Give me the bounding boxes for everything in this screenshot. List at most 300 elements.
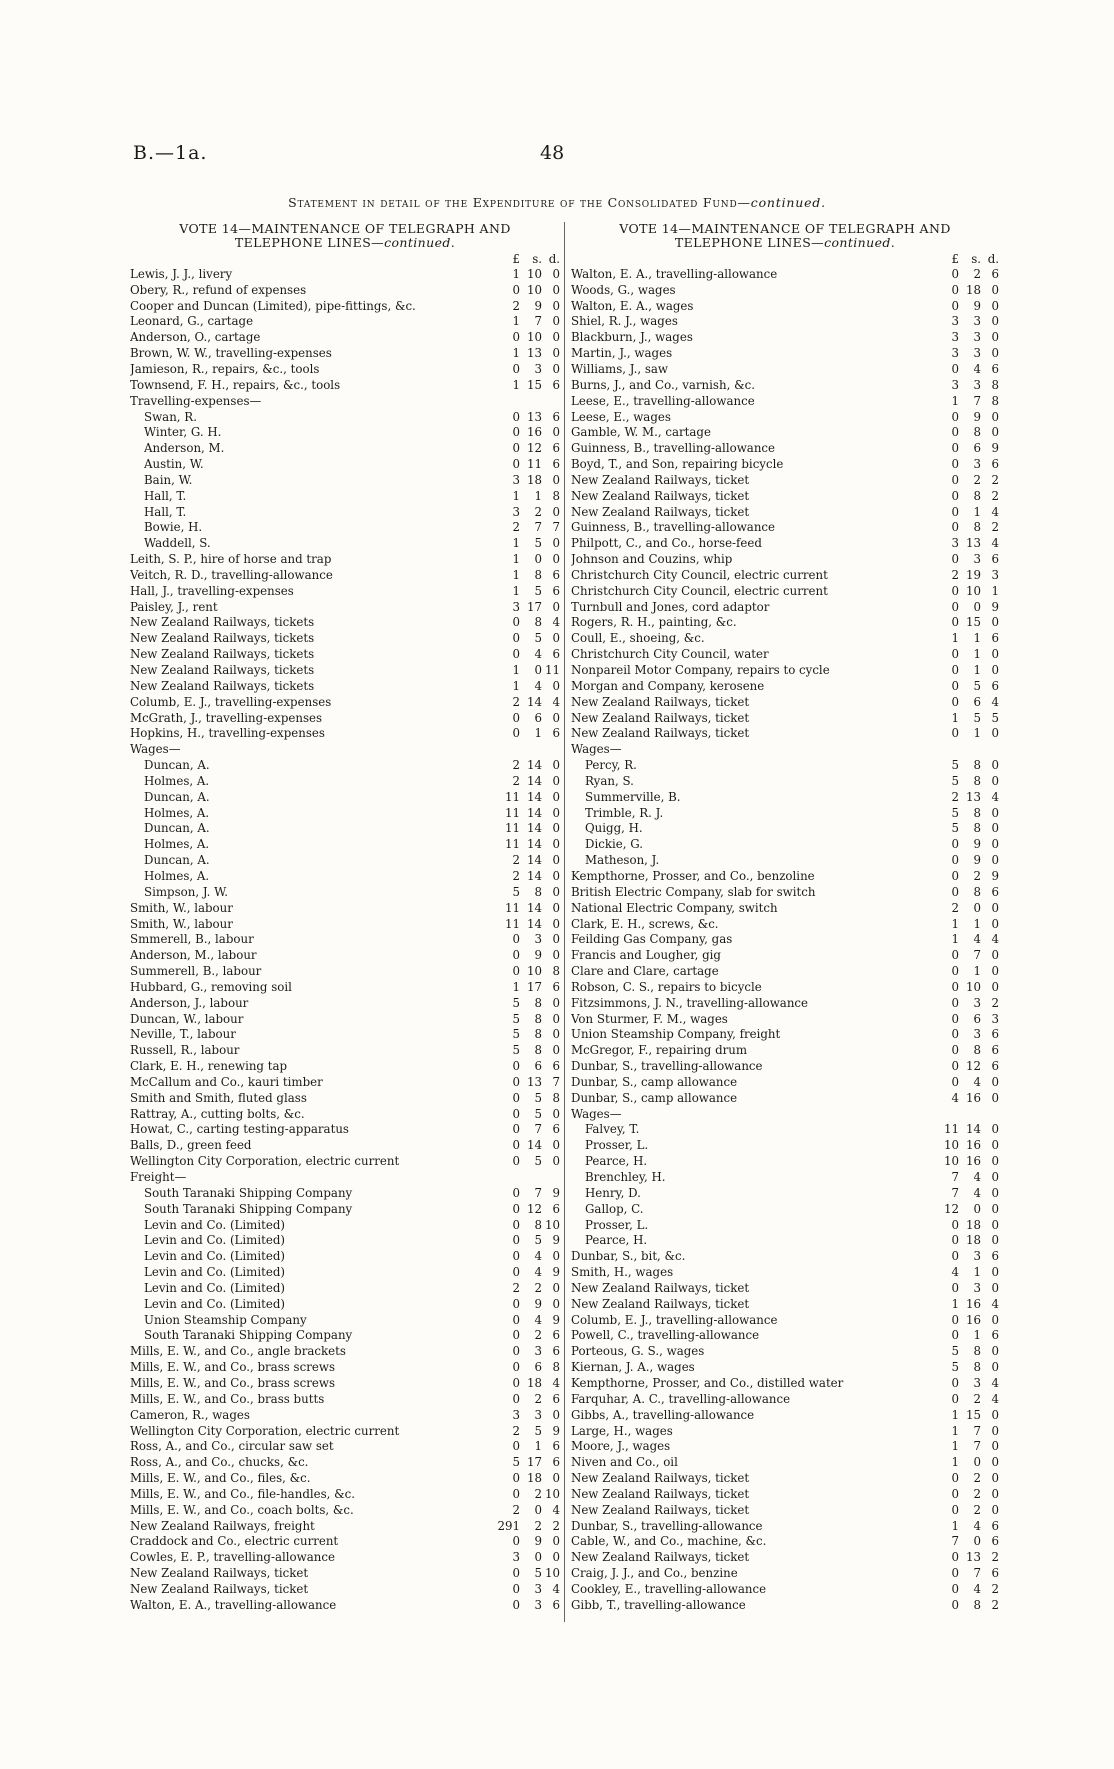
entry-pounds: 1 <box>512 678 520 693</box>
entry-pounds: 3 <box>951 314 959 329</box>
entry-description: Anderson, O., cartage <box>130 330 261 345</box>
table-row <box>571 298 999 314</box>
entry-shillings: 15 <box>526 377 542 392</box>
entry-shillings: 7 <box>534 314 542 329</box>
entry-shillings: 14 <box>526 789 542 804</box>
table-row <box>571 836 999 852</box>
entry-shillings: 1 <box>534 726 542 741</box>
entry-pence: 0 <box>552 298 560 313</box>
entry-shillings: 3 <box>973 995 981 1010</box>
entry-shillings: 4 <box>534 1249 542 1264</box>
entry-pence: 6 <box>552 441 560 456</box>
entry-shillings: 15 <box>965 1407 981 1422</box>
table-row <box>571 852 999 868</box>
entry-pounds: 5 <box>951 805 959 820</box>
entry-shillings: 6 <box>534 1360 542 1375</box>
entry-shillings: 2 <box>973 1391 981 1406</box>
entry-pounds: 0 <box>512 409 520 424</box>
section-heading-row <box>130 393 560 409</box>
entry-pounds: 4 <box>951 1265 959 1280</box>
entry-pence: 9 <box>991 441 999 456</box>
entry-description: Powell, C., travelling-allowance <box>571 1328 760 1343</box>
entry-description: Cowles, E. P., travelling-allowance <box>130 1550 335 1565</box>
entry-description: Philpott, C., and Co., horse-feed <box>571 536 762 551</box>
table-row <box>571 1027 999 1043</box>
entry-description: Blackburn, J., wages <box>571 330 693 345</box>
left-table-body <box>130 266 560 1613</box>
entry-pounds: 0 <box>512 1534 520 1549</box>
entry-shillings: 16 <box>965 1090 981 1105</box>
entry-description: Hopkins, H., travelling-expenses <box>130 726 325 741</box>
entry-description: Hubbard, G., removing soil <box>130 979 292 994</box>
entry-description: Smith, W., labour <box>130 900 233 915</box>
entry-pence: 10 <box>544 1217 560 1232</box>
entry-pounds: 0 <box>512 631 520 646</box>
entry-description: Cookley, E., travelling-allowance <box>571 1581 767 1596</box>
entry-pence: 4 <box>991 932 999 947</box>
entry-pence: 2 <box>991 472 999 487</box>
table-row <box>571 1122 999 1138</box>
table-row <box>571 314 999 330</box>
entry-shillings: 1 <box>973 631 981 646</box>
table-row <box>571 583 999 599</box>
entry-pounds: 0 <box>512 1296 520 1311</box>
entry-pence: 8 <box>552 1090 560 1105</box>
entry-pence: 0 <box>991 1439 999 1454</box>
entry-pence: 4 <box>552 1581 560 1596</box>
entry-description: Woods, G., wages <box>571 282 676 297</box>
entry-description: New Zealand Railways, ticket <box>571 504 750 519</box>
entry-pence: 0 <box>991 964 999 979</box>
entry-shillings: 3 <box>973 1249 981 1264</box>
entry-pence: 6 <box>552 583 560 598</box>
table-row <box>571 1375 999 1391</box>
entry-pounds: 1 <box>951 1455 959 1470</box>
entry-description: Leese, E., travelling-allowance <box>571 393 755 408</box>
table-row <box>130 1407 560 1423</box>
entry-pounds: 0 <box>512 647 520 662</box>
entry-description: Union Steamship Company <box>144 1312 307 1327</box>
entry-shillings: 4 <box>534 1265 542 1280</box>
entry-pounds: 0 <box>951 884 959 899</box>
entry-description: Bain, W. <box>144 472 193 487</box>
table-row <box>130 1597 560 1613</box>
table-row <box>571 1074 999 1090</box>
entry-description: McGrath, J., travelling-expenses <box>130 710 323 725</box>
entry-description: Martin, J., wages <box>571 346 673 361</box>
entry-pounds: 0 <box>512 726 520 741</box>
entry-description: Cameron, R., wages <box>130 1407 250 1422</box>
entry-description: Waddell, S. <box>144 536 211 551</box>
table-row <box>571 916 999 932</box>
entry-pounds: 0 <box>951 409 959 424</box>
entry-pence: 0 <box>991 1170 999 1185</box>
table-row <box>130 884 560 900</box>
entry-description: Wages— <box>130 742 181 757</box>
entry-pounds: 1 <box>951 1439 959 1454</box>
entry-pounds: 2 <box>512 853 520 868</box>
entry-description: Fitzsimmons, J. N., travelling-allowance <box>571 995 809 1010</box>
entry-description: New Zealand Railways, tickets <box>130 647 315 662</box>
section-heading-row <box>130 741 560 757</box>
entry-pounds: 0 <box>951 1486 959 1501</box>
entry-description: Mills, E. W., and Co., coach bolts, &c. <box>130 1502 354 1517</box>
entry-pence: 6 <box>991 457 999 472</box>
entry-pence: 0 <box>552 1043 560 1058</box>
entry-description: Clark, E. H., screws, &c. <box>571 916 719 931</box>
entry-shillings: 16 <box>965 1138 981 1153</box>
entry-description: Levin and Co. (Limited) <box>144 1296 285 1311</box>
table-row <box>571 282 999 298</box>
left-units-row <box>130 252 560 266</box>
entry-pence: 6 <box>552 1122 560 1137</box>
table-row <box>130 1248 560 1264</box>
entry-pence: 6 <box>991 1043 999 1058</box>
entry-pence: 6 <box>552 1201 560 1216</box>
entry-shillings: 13 <box>526 346 542 361</box>
left-column-heading <box>130 222 560 250</box>
entry-pounds: 2 <box>951 567 959 582</box>
entry-pounds: 0 <box>512 1059 520 1074</box>
entry-pounds: 2 <box>951 900 959 915</box>
entry-pounds: 3 <box>512 599 520 614</box>
right-heading-line2 <box>571 236 999 250</box>
entry-pence: 0 <box>991 726 999 741</box>
table-row <box>130 1486 560 1502</box>
entry-description: Walton, E. A., travelling-allowance <box>130 1597 337 1612</box>
entry-shillings: 8 <box>534 884 542 899</box>
entry-shillings: 2 <box>534 1328 542 1343</box>
entry-shillings: 5 <box>534 536 542 551</box>
table-row <box>571 1486 999 1502</box>
table-row <box>130 282 560 298</box>
entry-pounds: 0 <box>951 837 959 852</box>
entry-shillings: 8 <box>973 773 981 788</box>
table-row <box>130 1137 560 1153</box>
entry-shillings: 5 <box>534 1090 542 1105</box>
entry-pounds: 0 <box>951 457 959 472</box>
entry-pence: 10 <box>544 1486 560 1501</box>
entry-description: Dickie, G. <box>585 837 643 852</box>
entry-pence: 0 <box>991 1344 999 1359</box>
entry-pence: 0 <box>991 1122 999 1137</box>
entry-description: Paisley, J., rent <box>130 599 218 614</box>
table-row <box>571 979 999 995</box>
entry-shillings: 7 <box>973 948 981 963</box>
entry-pounds: 1 <box>512 567 520 582</box>
entry-description: Walton, E. A., travelling-allowance <box>571 266 778 281</box>
entry-description: Winter, G. H. <box>144 425 222 440</box>
right-unit-pounds: £ <box>951 252 959 266</box>
entry-pence: 0 <box>552 330 560 345</box>
entry-pence: 4 <box>991 504 999 519</box>
entry-shillings: 11 <box>526 457 542 472</box>
entry-pounds: 5 <box>512 1043 520 1058</box>
entry-shillings: 16 <box>965 1154 981 1169</box>
entry-pence: 4 <box>991 1296 999 1311</box>
entry-pence: 2 <box>991 1581 999 1596</box>
table-row <box>571 361 999 377</box>
entry-shillings: 8 <box>973 425 981 440</box>
entry-pence: 10 <box>544 1566 560 1581</box>
entry-pence: 0 <box>552 631 560 646</box>
entry-description: Lewis, J. J., livery <box>130 266 233 281</box>
table-row <box>130 1565 560 1581</box>
entry-pounds: 11 <box>504 789 520 804</box>
entry-description: Holmes, A. <box>144 773 210 788</box>
table-row <box>571 678 999 694</box>
table-row <box>130 1185 560 1201</box>
entry-description: New Zealand Railways, tickets <box>130 663 315 678</box>
entry-pounds: 10 <box>943 1154 959 1169</box>
table-row <box>571 630 999 646</box>
table-row <box>571 488 999 504</box>
entry-pence: 0 <box>552 536 560 551</box>
entry-pounds: 0 <box>951 472 959 487</box>
entry-pounds: 0 <box>512 964 520 979</box>
entry-pence: 0 <box>991 1407 999 1422</box>
entry-pounds: 5 <box>951 821 959 836</box>
entry-pence: 0 <box>552 868 560 883</box>
entry-pounds: 0 <box>951 1471 959 1486</box>
entry-shillings: 8 <box>534 1217 542 1232</box>
entry-shillings: 16 <box>965 1312 981 1327</box>
table-row <box>571 1296 999 1312</box>
entry-shillings: 8 <box>973 1043 981 1058</box>
entry-pounds: 2 <box>512 1280 520 1295</box>
entry-description: Ross, A., and Co., circular saw set <box>130 1439 334 1454</box>
entry-shillings: 13 <box>965 1550 981 1565</box>
entry-pounds: 0 <box>951 1391 959 1406</box>
entry-description: Turnbull and Jones, cord adaptor <box>571 599 770 614</box>
table-row <box>130 535 560 551</box>
entry-description: Morgan and Company, kerosene <box>571 678 765 693</box>
table-row <box>130 472 560 488</box>
table-row <box>130 520 560 536</box>
entry-pounds: 0 <box>951 995 959 1010</box>
entry-pence: 0 <box>991 1360 999 1375</box>
entry-description: Leese, E., wages <box>571 409 671 424</box>
entry-pence: 0 <box>552 266 560 281</box>
entry-pence: 0 <box>991 1471 999 1486</box>
entry-pence: 9 <box>552 1233 560 1248</box>
table-row <box>130 1232 560 1248</box>
entry-pounds: 0 <box>951 488 959 503</box>
entry-pounds: 0 <box>951 615 959 630</box>
table-row <box>130 504 560 520</box>
entry-pounds: 0 <box>951 1581 959 1596</box>
entry-pence: 4 <box>991 694 999 709</box>
table-row <box>130 1391 560 1407</box>
table-row <box>130 409 560 425</box>
entry-description: Smith, H., wages <box>571 1265 674 1280</box>
entry-shillings: 6 <box>973 694 981 709</box>
entry-pounds: 0 <box>512 425 520 440</box>
table-row <box>571 1248 999 1264</box>
entry-description: New Zealand Railways, ticket <box>571 1502 750 1517</box>
entry-shillings: 1 <box>973 1328 981 1343</box>
table-row <box>130 678 560 694</box>
entry-pounds: 0 <box>512 1265 520 1280</box>
entry-shillings: 7 <box>534 520 542 535</box>
entry-pence: 7 <box>552 1074 560 1089</box>
entry-description: Russell, R., labour <box>130 1043 240 1058</box>
entry-description: Wellington City Corporation, electric current <box>130 1423 400 1438</box>
entry-shillings: 1 <box>973 1265 981 1280</box>
entry-pounds: 11 <box>504 821 520 836</box>
entry-description: Guinness, B., travelling-allowance <box>571 520 776 535</box>
entry-pence: 6 <box>991 631 999 646</box>
entry-shillings: 9 <box>973 409 981 424</box>
table-row <box>571 551 999 567</box>
table-row <box>130 1264 560 1280</box>
entry-pounds: 5 <box>512 995 520 1010</box>
entry-shillings: 4 <box>973 932 981 947</box>
table-row <box>571 1042 999 1058</box>
entry-shillings: 13 <box>965 789 981 804</box>
entry-pounds: 0 <box>512 1312 520 1327</box>
entry-pounds: 11 <box>943 1122 959 1137</box>
entry-shillings: 14 <box>965 1122 981 1137</box>
entry-shillings: 3 <box>973 1280 981 1295</box>
entry-description: Matheson, J. <box>585 853 660 868</box>
entry-description: Brenchley, H. <box>585 1170 666 1185</box>
table-row <box>130 1328 560 1344</box>
entry-description: Duncan, A. <box>144 853 210 868</box>
entry-shillings: 4 <box>534 1312 542 1327</box>
table-row <box>130 646 560 662</box>
entry-pounds: 1 <box>951 1518 959 1533</box>
table-row <box>130 947 560 963</box>
entry-description: Porteous, G. S., wages <box>571 1344 705 1359</box>
table-row <box>571 535 999 551</box>
table-row <box>130 1106 560 1122</box>
entry-shillings: 4 <box>973 361 981 376</box>
entry-description: Obery, R., refund of expenses <box>130 282 307 297</box>
entry-description: Gibb, T., travelling-allowance <box>571 1597 746 1612</box>
entry-description: Wages— <box>571 742 622 757</box>
table-row <box>130 1375 560 1391</box>
entry-pounds: 5 <box>951 1344 959 1359</box>
entry-shillings: 19 <box>965 567 981 582</box>
entry-pence: 6 <box>552 377 560 392</box>
entry-pounds: 5 <box>512 1027 520 1042</box>
table-row <box>571 757 999 773</box>
entry-pounds: 0 <box>951 948 959 963</box>
entry-pence: 0 <box>991 837 999 852</box>
entry-description: Mills, E. W., and Co., brass screws <box>130 1375 335 1390</box>
entry-shillings: 2 <box>973 868 981 883</box>
entry-shillings: 13 <box>526 1074 542 1089</box>
entry-pence: 0 <box>552 916 560 931</box>
table-row <box>130 694 560 710</box>
entry-shillings: 3 <box>973 314 981 329</box>
table-row <box>571 805 999 821</box>
entry-description: New Zealand Railways, ticket <box>571 488 750 503</box>
table-row <box>130 916 560 932</box>
entry-pounds: 0 <box>512 1233 520 1248</box>
entry-pounds: 1 <box>512 377 520 392</box>
entry-pence: 0 <box>552 425 560 440</box>
entry-shillings: 5 <box>534 1566 542 1581</box>
table-row <box>571 947 999 963</box>
entry-pounds: 11 <box>504 900 520 915</box>
table-row <box>571 1090 999 1106</box>
entry-pounds: 1 <box>951 710 959 725</box>
entry-pence: 0 <box>991 409 999 424</box>
entry-description: Columb, E. J., travelling-allowance <box>571 1312 778 1327</box>
entry-shillings: 8 <box>973 1344 981 1359</box>
entry-pence: 6 <box>991 1328 999 1343</box>
entry-description: Duncan, A. <box>144 789 210 804</box>
entry-pence: 4 <box>991 1391 999 1406</box>
entry-pounds: 0 <box>512 330 520 345</box>
entry-description: New Zealand Railways, ticket <box>571 1280 750 1295</box>
entry-description: Leonard, G., cartage <box>130 314 254 329</box>
entry-pence: 8 <box>991 377 999 392</box>
entry-description: Quigg, H. <box>585 821 643 836</box>
entry-pounds: 2 <box>512 1502 520 1517</box>
entry-shillings: 3 <box>973 377 981 392</box>
entry-shillings: 8 <box>534 615 542 630</box>
entry-pence: 0 <box>552 504 560 519</box>
entry-pence: 0 <box>991 758 999 773</box>
entry-shillings: 8 <box>534 1043 542 1058</box>
entry-pounds: 0 <box>512 1249 520 1264</box>
entry-pence: 9 <box>552 1423 560 1438</box>
entry-description: Francis and Lougher, gig <box>571 948 721 963</box>
entry-description: Clare and Clare, cartage <box>571 964 719 979</box>
table-row <box>130 361 560 377</box>
entry-description: Ross, A., and Co., chucks, &c. <box>130 1455 309 1470</box>
entry-shillings: 14 <box>526 773 542 788</box>
table-row <box>130 1280 560 1296</box>
entry-pence: 0 <box>552 599 560 614</box>
entry-pence: 0 <box>991 821 999 836</box>
table-row <box>571 1217 999 1233</box>
entry-pounds: 2 <box>512 758 520 773</box>
table-row <box>130 1549 560 1565</box>
entry-pounds: 0 <box>951 1328 959 1343</box>
entry-pounds: 11 <box>504 916 520 931</box>
entry-pounds: 5 <box>951 758 959 773</box>
table-row <box>571 1328 999 1344</box>
entry-pence: 4 <box>552 615 560 630</box>
table-row <box>571 472 999 488</box>
entry-description: Anderson, M., labour <box>130 948 257 963</box>
table-row <box>571 1597 999 1613</box>
entry-pence: 8 <box>552 488 560 503</box>
table-row <box>571 1343 999 1359</box>
entry-description: Levin and Co. (Limited) <box>144 1249 285 1264</box>
entry-description: Kiernan, J. A., wages <box>571 1360 695 1375</box>
entry-shillings: 6 <box>973 1011 981 1026</box>
table-row <box>130 488 560 504</box>
entry-pence: 6 <box>991 1059 999 1074</box>
entry-pounds: 0 <box>951 599 959 614</box>
entry-pounds: 0 <box>512 1471 520 1486</box>
entry-pounds: 0 <box>951 425 959 440</box>
table-row <box>130 424 560 440</box>
table-row <box>130 551 560 567</box>
table-row <box>130 757 560 773</box>
table-row <box>130 1343 560 1359</box>
entry-shillings: 18 <box>526 1471 542 1486</box>
right-heading-line2-text: TELEPHONE LINES— <box>674 235 825 250</box>
entry-shillings: 9 <box>973 837 981 852</box>
entry-description: Cooper and Duncan (Limited), pipe-fittings, &c. <box>130 298 416 313</box>
entry-pounds: 0 <box>512 710 520 725</box>
